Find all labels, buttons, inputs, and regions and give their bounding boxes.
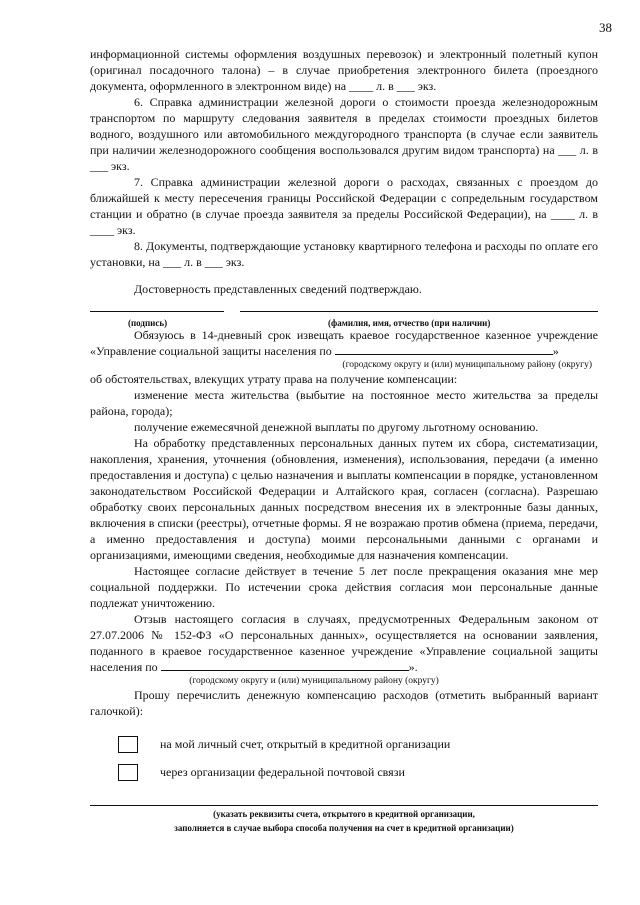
bank-details-caption-2: заполняется в случае выбора способа получения на счет в кредитной организации) (174, 823, 514, 833)
validity-paragraph: Настоящее согласие действует в течение 5 лет после прекращения оказания мне мер социальной поддержки. По истечении срока действия согласия мои персональные данные подлежат уничтожению. (90, 564, 598, 610)
option-post-office (118, 761, 598, 783)
full-name-line[interactable] (240, 311, 598, 312)
obligation-close-quote: » (552, 344, 559, 358)
paragraph-item-8: 8. Документы, подтверждающие установку квартирного телефона и расходы по оплате его установки, на ___ л. в ___ экз. (90, 239, 598, 269)
post-office-label: через организации федеральной почтовой связи (160, 765, 405, 779)
obligation-text: Обязуюсь в 14-дневный срок извещать краевое государственное казенное учреждение «Управление социальной защиты населения по (90, 328, 598, 358)
obligation-item-residence: изменение места жительства (выбытие на постоянное место жительства за пределы района, города); (90, 388, 598, 418)
paragraph-item-6: 6. Справка администрации железной дороги о стоимости проезда железнодорожным транспортом по маршруту следования заявителя в пределах стоимости проездных билетов водного, воздушного или автомобильного междугородного транспорта (в случае если заявитель при наличии железнодорожного сообщения воспользовался другим видом транспорта) на ___ л. в ___ экз. (90, 95, 598, 173)
bank-account-checkbox[interactable] (118, 736, 138, 753)
obligation-district-caption: (городскому округу и (или) муниципальному району (округу) (342, 360, 592, 370)
revocation-paragraph (90, 611, 598, 675)
obligation-district-field[interactable] (335, 343, 553, 355)
signature-block (90, 303, 598, 328)
paragraph-intro: информационной системы оформления воздушных перевозок) и электронный полетный купон (оригинал посадочного талона) – в случае приобретения электронного билета (проездного документа, оформленного в электронном виде) на ____ л. в ___ экз. (90, 47, 598, 93)
revocation-text: Отзыв настоящего согласия в случаях, предусмотренных Федеральным законом от 27.07.2006 № 152-ФЗ «О персональных данных», осуществляется на основании заявления, поданного в краевое государственное казенное учреждение «Управление социальной защиты населения по (90, 612, 598, 674)
revocation-district-caption: (городскому округу и (или) муниципальному району (округу) (189, 676, 439, 686)
revocation-district-field[interactable] (161, 659, 409, 671)
bank-details-line[interactable] (90, 805, 598, 806)
signature-line[interactable] (90, 311, 224, 312)
paragraph-item-7: 7. Справка администрации железной дороги о расходах, связанных с проездом до ближайшей к месту пересечения границы Российской Федерации с сопредельным государством станции и обратно (в случае проезда заявителя за пределы Российской Федерации), на ____ л. в ____ экз. (90, 175, 598, 237)
revocation-close-quote: ». (408, 660, 418, 674)
bank-account-label: на мой личный счет, открытый в кредитной организации (160, 737, 451, 751)
post-office-checkbox[interactable] (118, 764, 138, 781)
obligation-item-payment: получение ежемесячной денежной выплаты по другому льготному основанию. (134, 420, 539, 434)
obligation-continuation: об обстоятельствах, влекущих утрату права на получение компенсации: (90, 372, 458, 386)
obligation-paragraph (90, 327, 598, 359)
request-paragraph: Прошу перечислить денежную компенсацию расходов (отметить выбранный вариант галочкой): (90, 688, 598, 718)
page-number: 38 (599, 20, 612, 35)
bank-details-caption-1: (указать реквизиты счета, открытого в кредитной организации, (213, 809, 475, 819)
full-name-caption: (фамилия, имя, отчество (при наличии) (328, 318, 491, 328)
confirmation-statement: Достоверность представленных сведений подтверждаю. (134, 282, 422, 296)
signature-caption: (подпись) (128, 318, 168, 328)
option-bank-account (118, 733, 598, 755)
document-body (90, 46, 598, 834)
consent-paragraph: На обработку представленных персональных данных путем их сбора, систематизации, накопления, хранения, уточнения (обновления, изменения), использования, передачи (а именно предоставления и доступа) с целью назначения и выплаты компенсации в порядке, установленном законодательством Российской Федерации и Алтайского края, согласен (согласна). Разрешаю обработку своих персональных данных посредством внесения их в электронные базы данных, включения в списки (реестры), отчетные формы. Я не возражаю против обмена (приема, передачи, а именно предоставления и доступа) моими персональными данными с органами и организациями, имеющими сведения, необходимые для назначения компенсации. (90, 436, 598, 562)
